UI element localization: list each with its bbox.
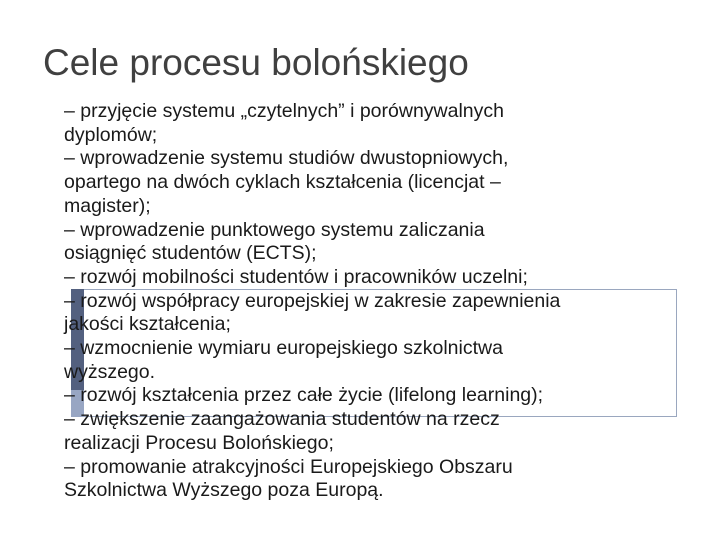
bullet-item-1 (46, 100, 686, 384)
bullet-text-line: wyższego. (64, 360, 156, 383)
bullet-text-line: jakości kształcenia; (64, 313, 231, 336)
bullet-text-line: – promowanie atrakcyjności Europejskiego Obszaru (64, 455, 513, 478)
bullet-text-line: – wprowadzenie systemu studiów dwustopniowych, (64, 147, 509, 170)
bullet-text-line: realizacji Procesu Bolońskiego; (64, 431, 334, 454)
slide-title: Cele procesu bolońskiego (43, 42, 469, 83)
bullet-text-line: opartego na dwóch cyklach kształcenia (licencjat – (64, 171, 501, 194)
bullet-text-line: – rozwój kształcenia przez całe życie (lifelong learning); (64, 384, 544, 407)
bullet-item-2 (46, 384, 686, 503)
bullet-text-line: Szkolnictwa Wyższego poza Europą. (64, 479, 384, 502)
bullet-text-line: – zwiększenie zaangażowania studentów na rzecz (64, 408, 500, 431)
bullet-text-line: – wprowadzenie punktowego systemu zaliczania (64, 218, 485, 241)
bullet-text-line: dyplomów; (64, 123, 158, 146)
bullet-text-line: magister); (64, 194, 151, 217)
bullet-text-line: – rozwój współpracy europejskiej w zakresie zapewnienia (64, 289, 561, 312)
bullet-text-line: osiągnięć studentów (ECTS); (64, 242, 317, 265)
bullet-list (46, 100, 686, 503)
bullet-text-line: – przyjęcie systemu „czytelnych” i porównywalnych (64, 100, 504, 122)
bullet-text-line: – wzmocnienie wymiaru europejskiego szkolnictwa (64, 337, 503, 360)
bullet-text-line: – rozwój mobilności studentów i pracowników uczelni; (64, 265, 528, 288)
